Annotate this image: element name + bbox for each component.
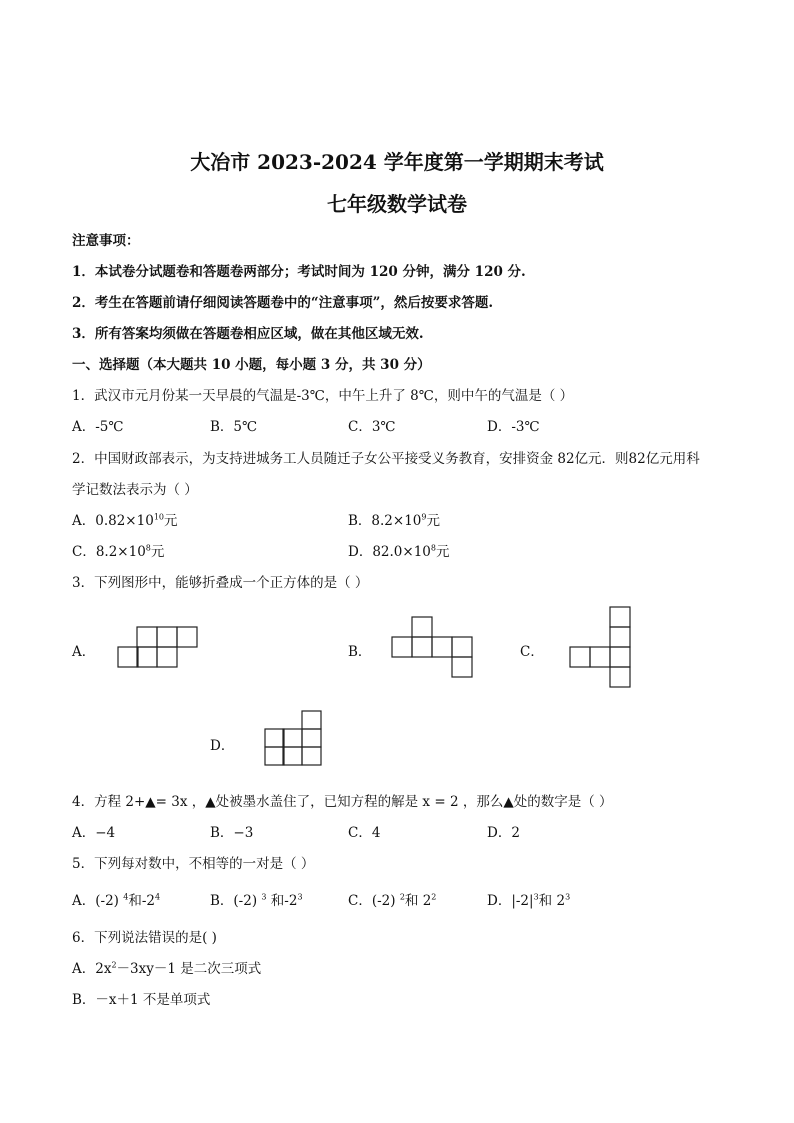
q4-option-b: B．−3 <box>210 825 254 841</box>
q5-option-d: D．$|-2|^3$和 $2^3$ <box>487 892 571 909</box>
question-6-stem: 6．下列说法错误的是( ) <box>72 930 217 946</box>
cube-net-b <box>391 616 477 680</box>
exam-title: 大冶市 2023-2024 学年度第一学期期末考试 <box>190 150 604 174</box>
q6-option-a: A．$2x^2-3xy-1$ 是二次三项式 <box>72 960 262 977</box>
q2-option-d: D．$82.0\times 10^8$元 <box>348 543 450 560</box>
q2-option-a: A．$0.82\times 10^{10}$元 <box>72 512 178 529</box>
q3-label-a: A． <box>72 644 96 660</box>
note-item: 1．本试卷分试题卷和答题卷两部分；考试时间为 120 分钟，满分 120 分. <box>72 264 526 280</box>
q4-option-c: C．4 <box>348 825 381 841</box>
q2-option-b: B．$8.2\times 10^9$元 <box>348 512 440 529</box>
q3-label-c: C． <box>520 644 544 660</box>
cube-net-d <box>264 710 326 768</box>
note-item: 3．所有答案均须做在答题卷相应区域，做在其他区域无效. <box>72 326 424 342</box>
q1-option-d: D．-3℃ <box>487 419 540 435</box>
q4-option-d: D．2 <box>487 825 520 841</box>
exam-subtitle: 七年级数学试卷 <box>327 192 467 216</box>
question-3-stem: 3．下列图形中，能够折叠成一个正方体的是（ ） <box>72 575 369 591</box>
question-4-stem: 4．方程 2+▲= 3x ，▲处被墨水盖住了，已知方程的解是 x = 2 ，那么▲处的数字是（ ） <box>72 794 613 810</box>
q3-label-d: D． <box>210 738 235 754</box>
question-5-stem: 5．下列每对数中，不相等的一对是（ ） <box>72 856 315 872</box>
q5-option-a: A．(-2) $^4$和$-2^4$ <box>72 892 161 909</box>
q5-option-b: B．(-2) $^3$ 和$-2^3$ <box>210 892 303 909</box>
question-1-stem: 1．武汉市元月份某一天早晨的气温是-3℃，中午上升了 8℃，则中午的气温是（ ） <box>72 388 574 404</box>
q1-option-c: C．3℃ <box>348 419 396 435</box>
q1-option-a: A．-5℃ <box>72 419 124 435</box>
question-2-stem-line1: 2．中国财政部表示，为支持进城务工人员随迁子女公平接受义务教育，安排资金 82亿元．则82亿元用科 <box>72 451 700 467</box>
question-2-stem-line2: 学记数法表示为（ ） <box>72 482 198 498</box>
cube-net-c <box>569 606 635 690</box>
q4-option-a: A．−4 <box>72 825 116 841</box>
notes-heading: 注意事项： <box>72 233 140 249</box>
cube-net-a <box>117 626 201 670</box>
section-heading: 一、选择题（本大题共 10 小题，每小题 3 分，共 30 分） <box>72 357 431 373</box>
q1-option-b: B．5℃ <box>210 419 258 435</box>
q6-option-b: B．－x＋1 不是单项式 <box>72 992 211 1008</box>
q2-option-c: C．$8.2\times 10^8$元 <box>72 543 165 560</box>
note-item: 2．考生在答题前请仔细阅读答题卷中的“注意事项”，然后按要求答题. <box>72 295 494 311</box>
q3-label-b: B． <box>348 644 372 660</box>
q5-option-c: C．(-2) $^2$和 $2^2$ <box>348 892 437 909</box>
